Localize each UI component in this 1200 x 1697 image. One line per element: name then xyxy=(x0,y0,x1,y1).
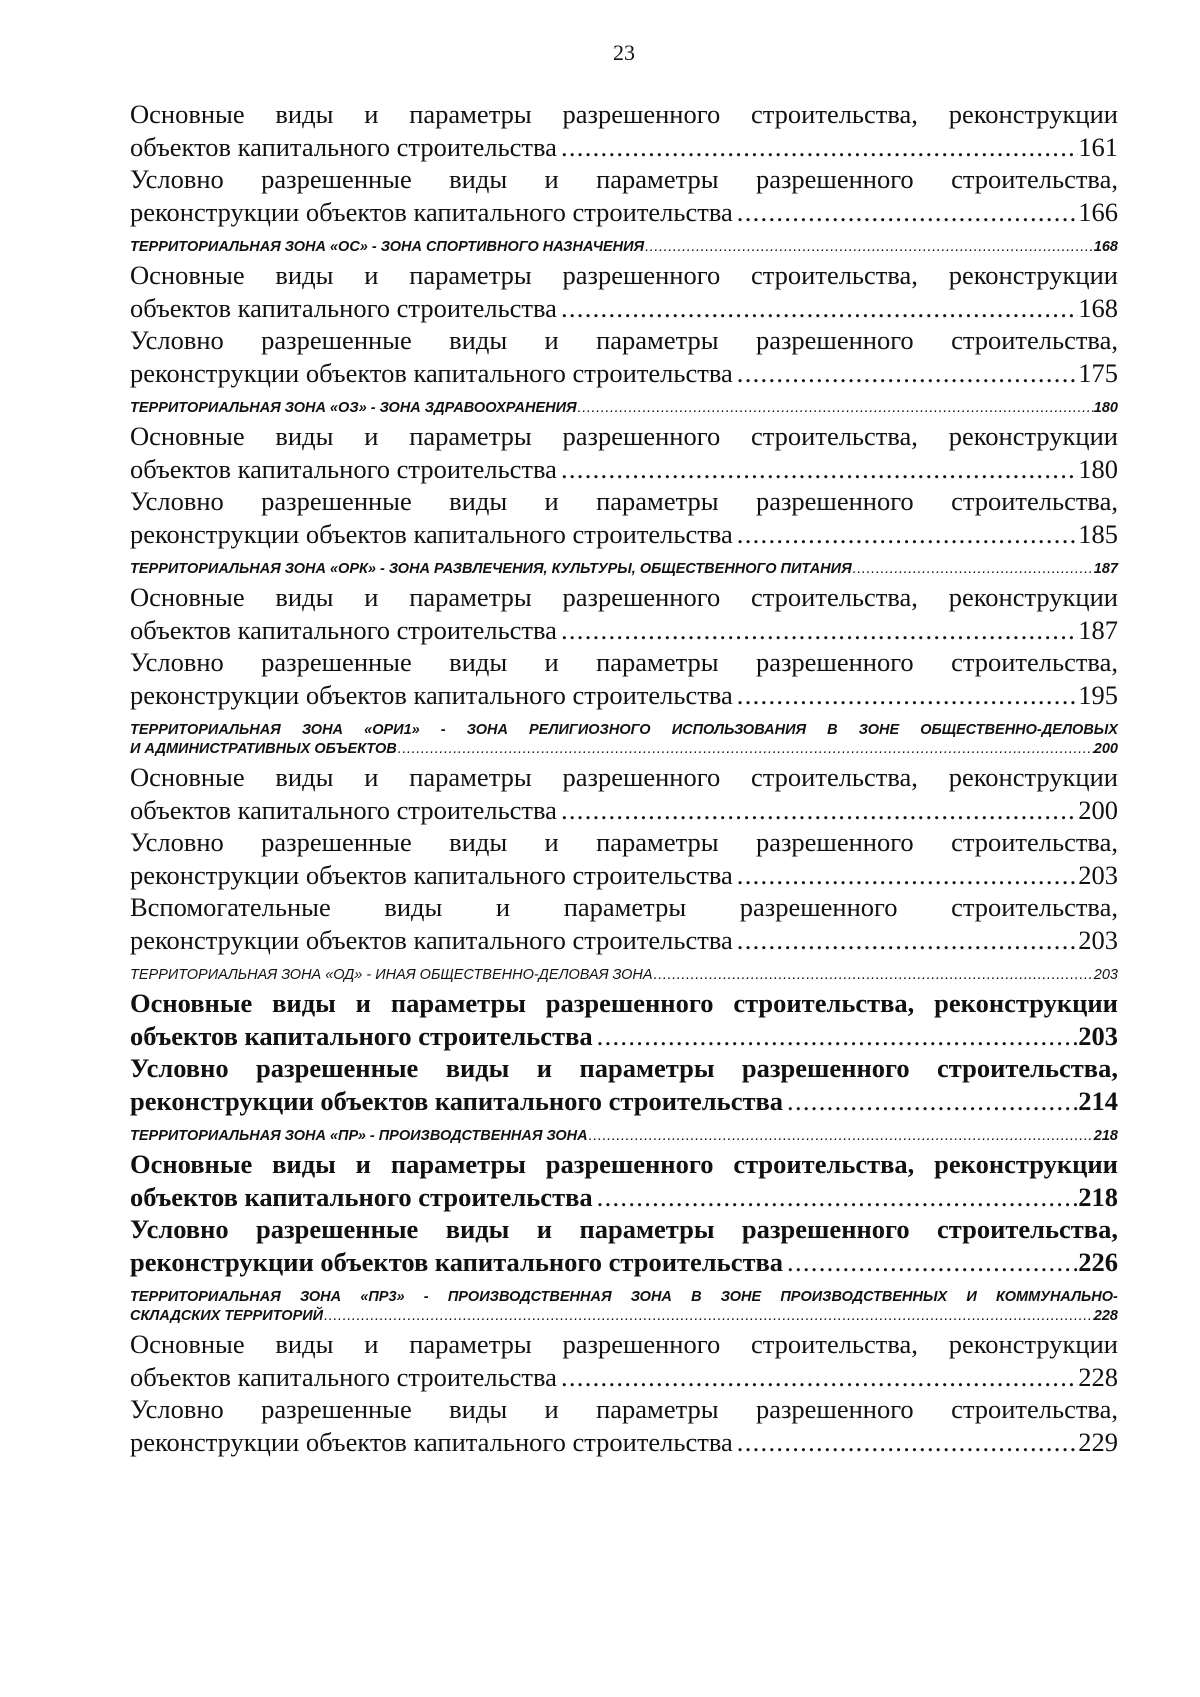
toc-entry[interactable] xyxy=(130,259,1118,324)
toc-word: и xyxy=(364,99,379,129)
toc-page-number: 180 xyxy=(1078,453,1118,484)
dot-leader xyxy=(733,859,1078,892)
toc-word: Условно xyxy=(130,1053,229,1083)
toc-word: параметры xyxy=(579,1214,715,1244)
toc-page-number: 195 xyxy=(1078,679,1118,710)
toc-word: и xyxy=(364,582,379,612)
toc-page-number: 203 xyxy=(1093,967,1118,983)
toc-line xyxy=(130,1393,1118,1426)
toc-page-number: 218 xyxy=(1093,1128,1118,1144)
toc-word: и xyxy=(544,1394,559,1424)
toc-word: разрешенные xyxy=(261,325,412,355)
toc-line-last xyxy=(130,131,1118,164)
toc-entry[interactable] xyxy=(130,163,1118,228)
toc-word: строительства, xyxy=(937,1053,1118,1083)
toc-zone-heading[interactable] xyxy=(130,560,1118,579)
toc-word: В xyxy=(827,722,838,738)
toc-word: разрешенные xyxy=(261,647,412,677)
toc-word: разрешенного xyxy=(562,260,721,290)
toc-line xyxy=(130,646,1118,679)
toc-word: КОММУНАЛЬНО- xyxy=(995,1289,1118,1305)
toc-page-number: 203 xyxy=(1078,859,1118,890)
toc-word: параметры xyxy=(596,325,719,355)
toc-entry[interactable] xyxy=(130,1393,1118,1458)
dot-leader xyxy=(733,518,1078,551)
toc-word: разрешенного xyxy=(562,762,721,792)
toc-line-last xyxy=(130,196,1118,229)
toc-word: «ПР3» xyxy=(360,1289,405,1305)
toc-word: параметры xyxy=(409,582,532,612)
toc-line-last xyxy=(130,453,1118,486)
toc-entry-title: объектов капитального строительства xyxy=(130,1020,593,1051)
toc-word: Условно xyxy=(130,325,224,355)
dot-leader xyxy=(577,399,1094,418)
toc-word: виды xyxy=(445,1214,510,1244)
dot-leader xyxy=(397,740,1094,759)
toc-line xyxy=(130,891,1118,924)
toc-word: параметры xyxy=(579,1053,715,1083)
toc-page-number: 203 xyxy=(1078,1020,1118,1051)
toc-zone-heading[interactable] xyxy=(130,721,1118,759)
toc-word: - xyxy=(440,722,446,738)
toc-line-last xyxy=(130,679,1118,712)
toc-page-number: 229 xyxy=(1078,1426,1118,1457)
toc-word: разрешенного xyxy=(755,164,914,194)
toc-word: строительства, xyxy=(751,260,918,290)
toc-word: строительства, xyxy=(751,762,918,792)
toc-entry[interactable] xyxy=(130,826,1118,891)
toc-word: и xyxy=(536,1053,553,1083)
toc-word: виды xyxy=(449,827,508,857)
toc-word: параметры xyxy=(596,827,719,857)
toc-word: параметры xyxy=(409,762,532,792)
toc-line-last xyxy=(130,1246,1118,1279)
toc-entry[interactable] xyxy=(130,1148,1118,1213)
toc-word: строительства, xyxy=(951,827,1118,857)
toc-line-last xyxy=(130,518,1118,551)
toc-entry-title: реконструкции объектов капитального строительства xyxy=(130,1426,733,1457)
toc-word: - xyxy=(423,1289,429,1305)
toc-page-number: 166 xyxy=(1078,196,1118,227)
toc-word: строительства, xyxy=(951,486,1118,516)
toc-word: Основные xyxy=(130,762,245,792)
toc-entry-title: реконструкции объектов капитального строительства xyxy=(130,859,733,890)
toc-entry-title: реконструкции объектов капитального строительства xyxy=(130,1085,784,1116)
toc-word: разрешенного xyxy=(562,582,721,612)
toc-page-number: 200 xyxy=(1078,794,1118,825)
toc-line xyxy=(130,721,1118,740)
toc-line-last xyxy=(130,292,1118,325)
toc-word: РЕЛИГИОЗНОГО xyxy=(529,722,651,738)
dot-leader xyxy=(557,131,1078,164)
toc-word: реконструкции xyxy=(948,421,1118,451)
toc-page-number: 161 xyxy=(1078,131,1118,162)
toc-word: ЗОНА xyxy=(630,1289,672,1305)
dot-leader xyxy=(557,292,1078,325)
toc-line xyxy=(130,1288,1118,1307)
toc-entry-title: объектов капитального строительства xyxy=(130,453,557,484)
toc-line-last xyxy=(130,794,1118,827)
toc-entry[interactable] xyxy=(130,1328,1118,1393)
toc-entry[interactable] xyxy=(130,98,1118,163)
toc-word: разрешенного xyxy=(755,486,914,516)
toc-word: виды xyxy=(449,647,508,677)
toc-word: Условно xyxy=(130,1214,229,1244)
toc-page-number: 228 xyxy=(1093,1308,1118,1324)
toc-page-number: 175 xyxy=(1078,357,1118,388)
toc-line xyxy=(130,98,1118,131)
toc-word: и xyxy=(536,1214,553,1244)
dot-leader xyxy=(733,196,1078,229)
toc-word: ЗОНА xyxy=(299,1289,342,1305)
toc-word: разрешенного xyxy=(741,1214,910,1244)
toc-word: параметры xyxy=(596,1394,719,1424)
toc-word: разрешенные xyxy=(261,1394,412,1424)
dot-leader xyxy=(557,1361,1078,1394)
toc-line xyxy=(130,485,1118,518)
toc-word: разрешенные xyxy=(256,1214,419,1244)
toc-word: и xyxy=(364,260,379,290)
toc-word: Основные xyxy=(130,260,245,290)
toc-word: ТЕРРИТОРИАЛЬНАЯ xyxy=(130,722,281,738)
toc-page-number: 187 xyxy=(1078,614,1118,645)
toc-word: разрешенного xyxy=(741,1053,910,1083)
toc-word: виды xyxy=(449,1394,508,1424)
toc-entry[interactable] xyxy=(130,324,1118,389)
toc-word: строительства, xyxy=(951,892,1118,922)
toc-page-number: 168 xyxy=(1078,292,1118,323)
toc-entry[interactable] xyxy=(130,761,1118,826)
dot-leader xyxy=(593,1181,1079,1214)
toc-word: виды xyxy=(449,486,508,516)
toc-page-number: 203 xyxy=(1078,924,1118,955)
toc-word: разрешенного xyxy=(562,99,721,129)
toc-entry-title: объектов капитального строительства xyxy=(130,131,557,162)
toc-word: Основные xyxy=(130,1149,253,1179)
toc-word: строительства, xyxy=(733,988,915,1018)
toc-entry-title: реконструкции объектов капитального строительства xyxy=(130,357,733,388)
toc-entry-title: ТЕРРИТОРИАЛЬНАЯ ЗОНА «ОРК» - ЗОНА РАЗВЛЕЧЕНИЯ, КУЛЬТУРЫ, ОБЩЕСТВЕННОГО ПИТАНИЯ xyxy=(130,561,852,577)
toc-word: виды xyxy=(275,421,334,451)
toc-word: разрешенные xyxy=(261,164,412,194)
toc-entry[interactable] xyxy=(130,1213,1118,1278)
toc-word: разрешенного xyxy=(545,988,714,1018)
dot-leader xyxy=(644,238,1094,257)
toc-word: и xyxy=(364,1329,379,1359)
toc-entry-title: объектов капитального строительства xyxy=(130,614,557,645)
toc-zone-heading[interactable] xyxy=(130,1288,1118,1326)
toc-word: строительства, xyxy=(751,99,918,129)
toc-word: реконструкции xyxy=(948,1329,1118,1359)
toc-page-number: 200 xyxy=(1093,741,1118,757)
toc-word: разрешенные xyxy=(261,827,412,857)
toc-word: и xyxy=(364,421,379,451)
toc-entry-title: И АДМИНИСТРАТИВНЫХ ОБЪЕКТОВ xyxy=(130,741,397,757)
toc-word: разрешенного xyxy=(562,421,721,451)
toc-word: строительства, xyxy=(751,421,918,451)
toc-word: виды xyxy=(449,164,508,194)
toc-word: разрешенного xyxy=(545,1149,714,1179)
toc-word: параметры xyxy=(596,647,719,677)
toc-entry[interactable] xyxy=(130,581,1118,646)
toc-word: строительства, xyxy=(951,164,1118,194)
dot-leader xyxy=(588,1127,1094,1146)
toc-entry-title: ТЕРРИТОРИАЛЬНАЯ ЗОНА «ОЗ» - ЗОНА ЗДРАВООХРАНЕНИЯ xyxy=(130,400,577,416)
toc-word: строительства, xyxy=(951,647,1118,677)
toc-page-number: 214 xyxy=(1078,1085,1118,1116)
toc-word: ЗОНЕ xyxy=(720,1289,762,1305)
toc-word: реконструкции xyxy=(934,1149,1118,1179)
toc-word: И xyxy=(966,1289,977,1305)
toc-word: параметры xyxy=(390,1149,526,1179)
toc-word: строительства, xyxy=(751,1329,918,1359)
toc-line xyxy=(130,1213,1118,1246)
toc-line-last xyxy=(130,924,1118,957)
toc-line xyxy=(130,1052,1118,1085)
toc-entry-title: реконструкции объектов капитального строительства xyxy=(130,196,733,227)
toc-word: Основные xyxy=(130,99,245,129)
toc-word: разрешенного xyxy=(562,1329,721,1359)
dot-leader xyxy=(733,924,1078,957)
toc-word: виды xyxy=(384,892,443,922)
toc-zone-heading[interactable] xyxy=(130,399,1118,418)
toc-word: параметры xyxy=(409,99,532,129)
toc-line-last xyxy=(130,1361,1118,1394)
toc-entry-title: СКЛАДСКИХ ТЕРРИТОРИЙ xyxy=(130,1308,324,1324)
toc-word: и xyxy=(544,486,559,516)
toc-word: ЗОНА xyxy=(301,722,344,738)
toc-zone-heading[interactable] xyxy=(130,238,1118,257)
toc-word: строительства, xyxy=(951,1394,1118,1424)
toc-page-number: 228 xyxy=(1078,1361,1118,1392)
toc-entry-title: ТЕРРИТОРИАЛЬНАЯ ЗОНА «ОД» - ИНАЯ ОБЩЕСТВЕННО-ДЕЛОВАЯ ЗОНА xyxy=(130,967,653,983)
dot-leader xyxy=(653,966,1094,985)
toc-entry[interactable] xyxy=(130,987,1118,1052)
toc-word: реконструкции xyxy=(948,260,1118,290)
toc-word: Условно xyxy=(130,827,224,857)
toc-page-number: 218 xyxy=(1078,1181,1118,1212)
toc-word: и xyxy=(544,164,559,194)
toc-entry-title: объектов капитального строительства xyxy=(130,292,557,323)
toc-entry-title: ТЕРРИТОРИАЛЬНАЯ ЗОНА «ПР» - ПРОИЗВОДСТВЕННАЯ ЗОНА xyxy=(130,1128,588,1144)
toc-line-last xyxy=(130,399,1118,418)
toc-line-last xyxy=(130,1307,1118,1326)
toc-entry-title: реконструкции объектов капитального строительства xyxy=(130,518,733,549)
toc-page-number: 180 xyxy=(1093,400,1118,416)
toc-word: виды xyxy=(275,99,334,129)
toc-page-number: 187 xyxy=(1093,561,1118,577)
toc-word: параметры xyxy=(409,260,532,290)
toc-entry-title: реконструкции объектов капитального строительства xyxy=(130,679,733,710)
toc-entry[interactable] xyxy=(130,891,1118,956)
toc-word: виды xyxy=(449,325,508,355)
toc-word: разрешенного xyxy=(755,827,914,857)
toc-word: «ОРИ1» xyxy=(364,722,420,738)
toc-word: параметры xyxy=(409,421,532,451)
toc-word: Основные xyxy=(130,582,245,612)
toc-page-number: 226 xyxy=(1078,1246,1118,1277)
toc-line-last xyxy=(130,614,1118,647)
toc-word: Условно xyxy=(130,1394,224,1424)
dot-leader xyxy=(733,357,1078,390)
toc-entry-title: ТЕРРИТОРИАЛЬНАЯ ЗОНА «ОС» - ЗОНА СПОРТИВНОГО НАЗНАЧЕНИЯ xyxy=(130,239,645,255)
toc-word: и xyxy=(495,892,511,922)
toc-line-last xyxy=(130,560,1118,579)
toc-word: Основные xyxy=(130,421,245,451)
toc-line-last xyxy=(130,1426,1118,1459)
toc-word: параметры xyxy=(390,988,526,1018)
toc-line-last xyxy=(130,1020,1118,1053)
dot-leader xyxy=(733,679,1078,712)
toc-word: разрешенные xyxy=(261,486,412,516)
toc-entry-title: объектов капитального строительства xyxy=(130,1181,593,1212)
toc-word: Основные xyxy=(130,988,253,1018)
toc-page-number: 168 xyxy=(1093,239,1118,255)
toc-entry[interactable] xyxy=(130,646,1118,711)
toc-line-last xyxy=(130,966,1118,985)
toc-word: и xyxy=(544,827,559,857)
toc-word: виды xyxy=(275,260,334,290)
dot-leader xyxy=(733,1426,1078,1459)
toc-line-last xyxy=(130,740,1118,759)
dot-leader xyxy=(783,1246,1078,1279)
toc-line-last xyxy=(130,1127,1118,1146)
toc-word: виды xyxy=(275,762,334,792)
toc-word: параметры xyxy=(596,486,719,516)
toc-word: виды xyxy=(272,988,336,1018)
toc-word: параметры xyxy=(563,892,687,922)
toc-zone-heading[interactable] xyxy=(130,966,1118,985)
toc-word: Условно xyxy=(130,647,224,677)
dot-leader xyxy=(557,794,1078,827)
toc-line xyxy=(130,163,1118,196)
toc-line-last xyxy=(130,1181,1118,1214)
toc-line xyxy=(130,581,1118,614)
toc-word: и xyxy=(364,762,379,792)
toc-line xyxy=(130,324,1118,357)
dot-leader xyxy=(323,1307,1094,1326)
toc-word: и xyxy=(544,647,559,677)
toc-word: ИСПОЛЬЗОВАНИЯ xyxy=(671,722,807,738)
toc-line xyxy=(130,259,1118,292)
toc-word: разрешенного xyxy=(755,325,914,355)
dot-leader xyxy=(593,1020,1079,1053)
toc-word: виды xyxy=(275,582,334,612)
toc-line-last xyxy=(130,859,1118,892)
toc-word: строительства, xyxy=(733,1149,915,1179)
toc-entry-title: реконструкции объектов капитального строительства xyxy=(130,1246,784,1277)
toc-line-last xyxy=(130,1085,1118,1118)
toc-line-last xyxy=(130,238,1118,257)
toc-entry[interactable] xyxy=(130,420,1118,485)
toc-word: Условно xyxy=(130,486,224,516)
toc-word: Вспомогательные xyxy=(130,892,331,922)
toc-word: виды xyxy=(445,1053,510,1083)
toc-word: реконструкции xyxy=(934,988,1118,1018)
toc-entry-title: объектов капитального строительства xyxy=(130,794,557,825)
toc-word: В xyxy=(691,1289,702,1305)
toc-word: ЗОНА xyxy=(466,722,508,738)
toc-word: строительства, xyxy=(937,1214,1118,1244)
toc-entry-title: объектов капитального строительства xyxy=(130,1361,557,1392)
dot-leader xyxy=(557,453,1078,486)
dot-leader xyxy=(557,614,1078,647)
toc-word: строительства, xyxy=(951,325,1118,355)
toc-line xyxy=(130,1328,1118,1361)
toc-word: и xyxy=(355,988,371,1018)
toc-line xyxy=(130,826,1118,859)
toc-word: виды xyxy=(272,1149,336,1179)
toc-word: Условно xyxy=(130,164,224,194)
toc-entry[interactable] xyxy=(130,485,1118,550)
dot-leader xyxy=(852,560,1094,579)
toc-word: ПРОИЗВОДСТВЕННЫХ xyxy=(780,1289,948,1305)
toc-entry[interactable] xyxy=(130,1052,1118,1117)
toc-word: виды xyxy=(275,1329,334,1359)
toc-word: ЗОНЕ xyxy=(858,722,900,738)
toc-word: реконструкции xyxy=(948,762,1118,792)
toc-word: разрешенного xyxy=(755,647,914,677)
toc-word: Основные xyxy=(130,1329,245,1359)
toc-word: строительства, xyxy=(751,582,918,612)
toc-word: разрешенные xyxy=(256,1053,419,1083)
toc-entry-title: реконструкции объектов капитального строительства xyxy=(130,924,733,955)
toc-word: и xyxy=(355,1149,371,1179)
toc-line xyxy=(130,420,1118,453)
toc-word: параметры xyxy=(409,1329,532,1359)
toc-word: реконструкции xyxy=(948,99,1118,129)
dot-leader xyxy=(783,1085,1078,1118)
toc-page-number: 185 xyxy=(1078,518,1118,549)
toc-word: ТЕРРИТОРИАЛЬНАЯ xyxy=(130,1289,281,1305)
toc-zone-heading[interactable] xyxy=(130,1127,1118,1146)
toc-word: ПРОИЗВОДСТВЕННАЯ xyxy=(447,1289,612,1305)
toc-word: параметры xyxy=(596,164,719,194)
toc-line xyxy=(130,987,1118,1020)
table-of-contents xyxy=(130,98,1118,1458)
toc-word: разрешенного xyxy=(739,892,898,922)
toc-word: и xyxy=(544,325,559,355)
toc-line xyxy=(130,761,1118,794)
toc-line-last xyxy=(130,357,1118,390)
toc-line xyxy=(130,1148,1118,1181)
toc-word: реконструкции xyxy=(948,582,1118,612)
toc-word: разрешенного xyxy=(755,1394,914,1424)
toc-word: ОБЩЕСТВЕННО-ДЕЛОВЫХ xyxy=(920,722,1118,738)
page-number: 23 xyxy=(613,40,635,65)
